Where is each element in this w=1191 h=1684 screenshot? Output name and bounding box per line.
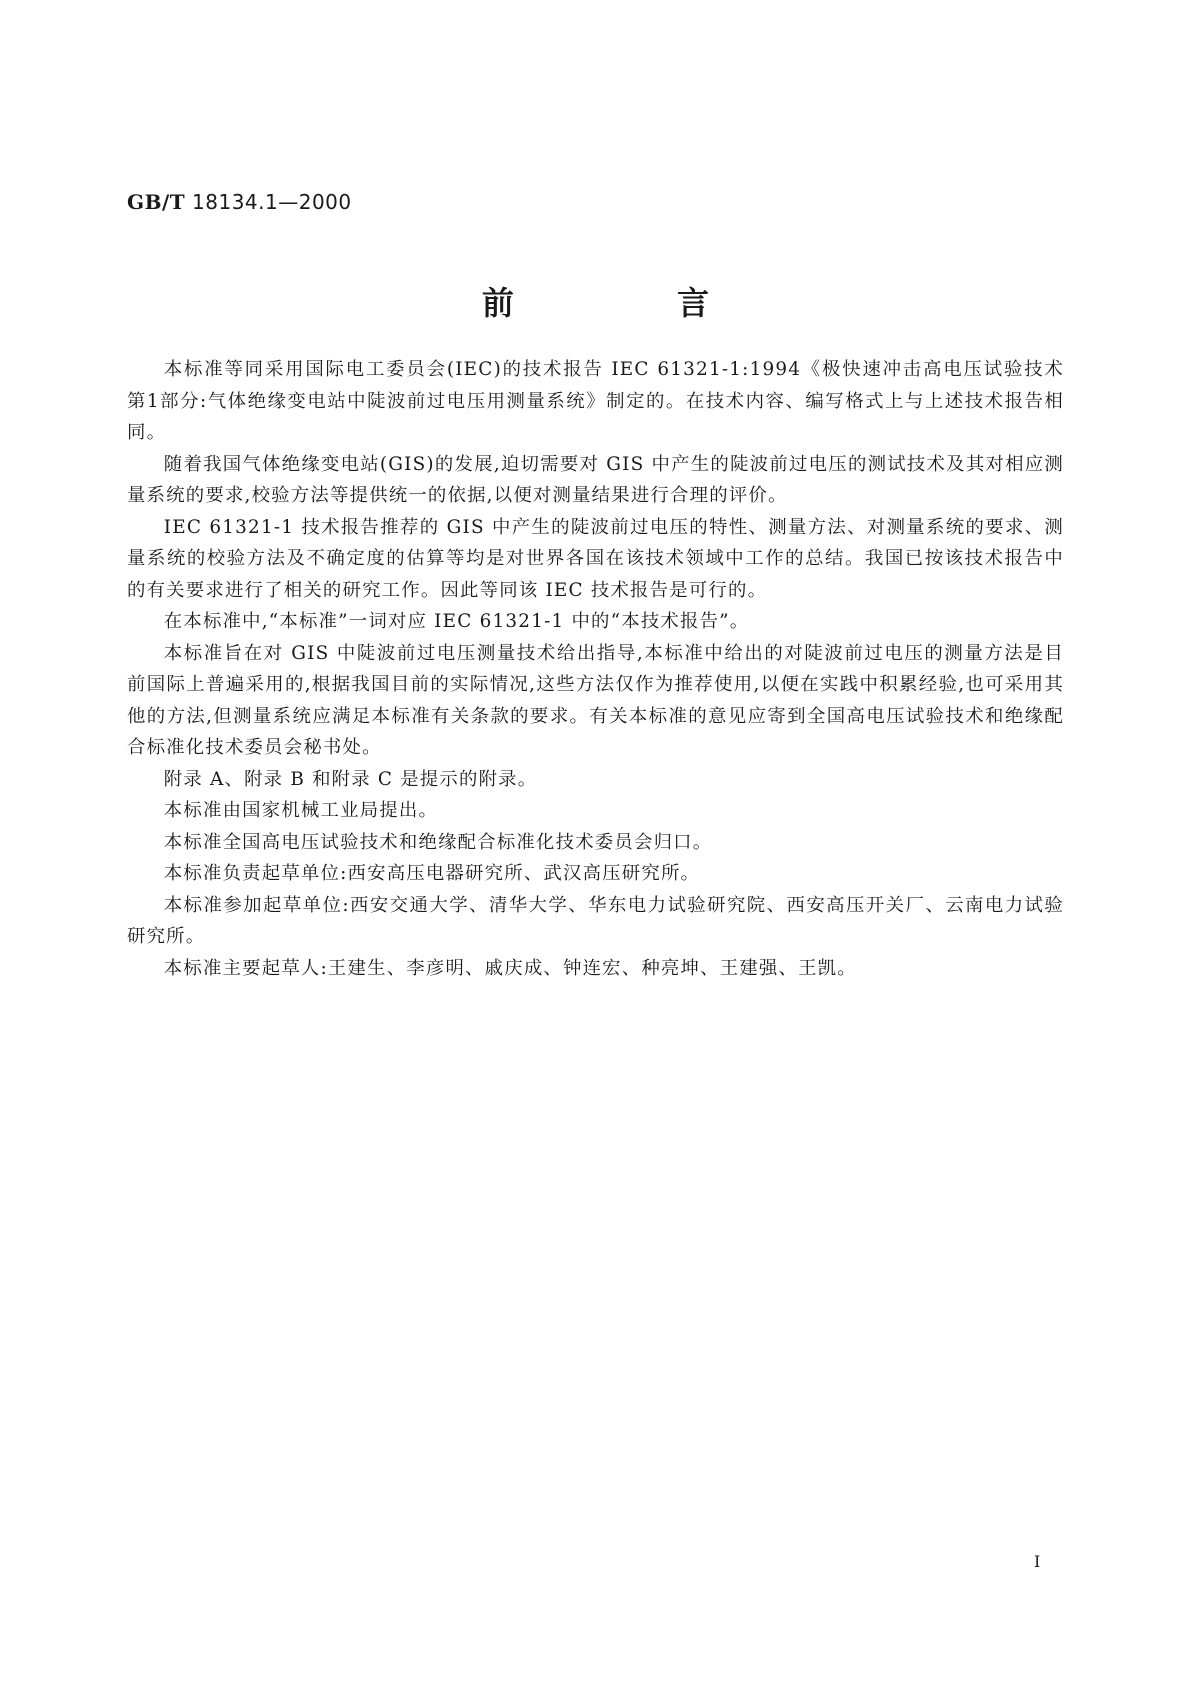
paragraph: 在本标准中,“本标准”一词对应 IEC 61321-1 中的“本技术报告”。 [163, 611, 750, 632]
paragraph: 本标准参加起草单位:西安交通大学、清华大学、华东电力试验研究院、西安高压开关厂、云南电力试验研究所。 [127, 894, 1064, 947]
paragraph: 本标准由国家机械工业局提出。 [163, 800, 439, 821]
page-title: 前 言 [481, 284, 786, 322]
standard-code [127, 190, 352, 214]
paragraph: 本标准旨在对 GIS 中陡波前过电压测量技术给出指导,本标准中给出的对陡波前过电压的测量方法是目前国际上普遍采用的,根据我国目前的实际情况,这些方法仅作为推荐使用,以便在实践中积累经验,也可采用其他的方法,但测量系统应满足本标准有关条款的要求。有关本标准的意见应寄到全国高电压试验技术和绝缘配合标准化技术委员会秘书处。 [127, 642, 1064, 758]
paragraph: IEC 61321-1 技术报告推荐的 GIS 中产生的陡波前过电压的特性、测量方法、对测量系统的要求、测量系统的校验方法及不确定度的估算等均是对世界各国在该技术领域中工作的总结。我国已按该技术报告中的有关要求进行了相关的研究工作。因此等同该 IEC 技术报告是可行的。 [127, 516, 1064, 601]
standard-code-number: 18134.1—2000 [192, 190, 352, 214]
standard-code-prefix: GB/T [127, 190, 186, 214]
paragraph: 附录 A、附录 B 和附录 C 是提示的附录。 [163, 768, 538, 790]
paragraph: 本标准等同采用国际电工委员会(IEC)的技术报告 IEC 61321-1:1994《极快速冲击高电压试验技术 第1部分:气体绝缘变电站中陡波前过电压用测量系统》制定的。在技术内容、编写格式上与上述技术报告相同。 [127, 359, 1084, 443]
paragraph: 本标准负责起草单位:西安高压电器研究所、武汉高压研究所。 [163, 863, 701, 884]
foreword-body [127, 354, 1084, 984]
page-number: I [1034, 1552, 1041, 1571]
paragraph: 本标准全国高电压试验技术和绝缘配合标准化技术委员会归口。 [163, 831, 713, 853]
paragraph: 本标准主要起草人:王建生、李彦明、戚庆成、钟连宏、种亮坤、王建强、王凯。 [163, 957, 857, 979]
paragraph: 随着我国气体绝缘变电站(GIS)的发展,迫切需要对 GIS 中产生的陡波前过电压的测试技术及其对相应测量系统的要求,校验方法等提供统一的依据,以便对测量结果进行合理的评价。 [127, 453, 1064, 506]
